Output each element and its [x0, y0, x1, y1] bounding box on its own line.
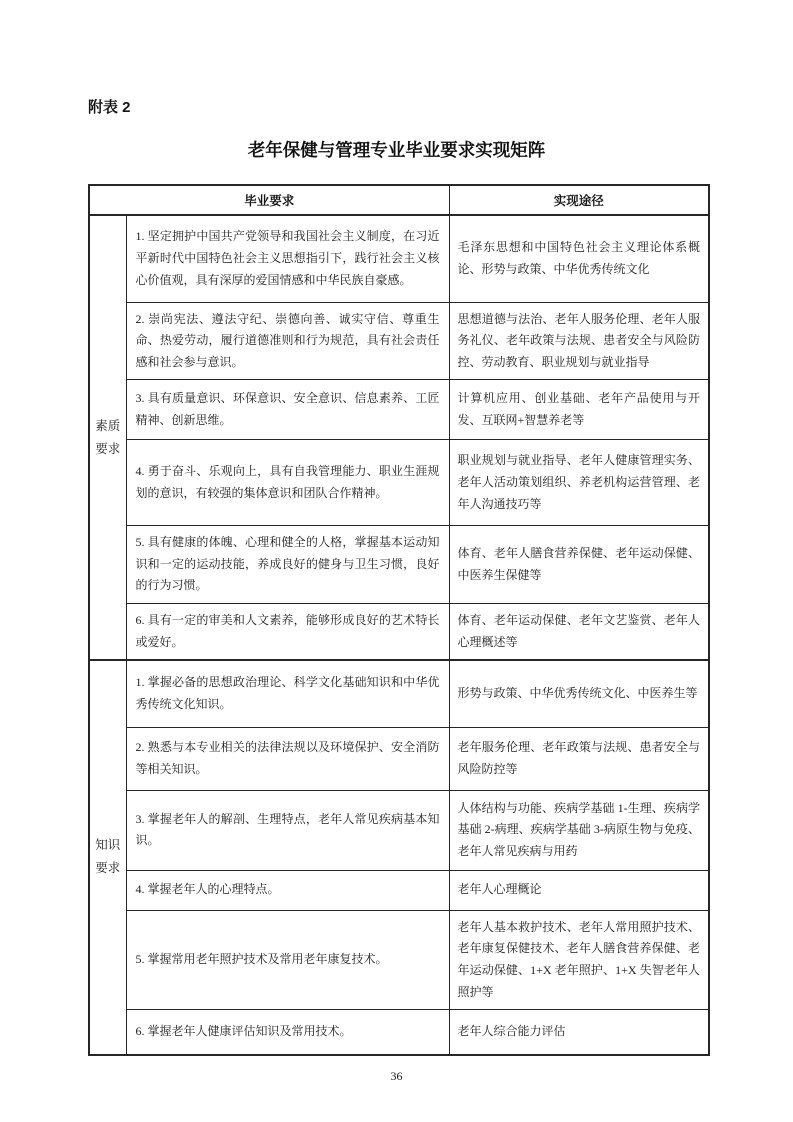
requirement-cell: 4. 勇于奋斗、乐观向上，具有自我管理能力、职业生涯规划的意识，有较强的集体意识和团队合作精神。 [126, 440, 449, 526]
category-cell-quality: 素质要求 [89, 215, 126, 660]
requirement-cell: 2. 熟悉与本专业相关的法律法规以及环境保护、安全消防等相关知识。 [126, 727, 449, 790]
table-row [89, 440, 709, 526]
path-cell: 体育、老年人膳食营养保健、老年运动保健、中医养生保健等 [449, 526, 709, 604]
appendix-label: 附表 2 [88, 99, 131, 116]
table-row [89, 660, 709, 727]
section-knowledge-requirements [89, 660, 709, 1054]
requirement-cell: 5. 掌握常用老年照护技术及常用老年康复技术。 [126, 910, 449, 1009]
table-row [89, 790, 709, 870]
requirement-cell: 3. 具有质量意识、环保意识、安全意识、信息素养、工匠精神、创新思维。 [126, 380, 449, 440]
path-cell: 思想道德与法治、老年人服务伦理、老年人服务礼仪、老年政策与法规、患者安全与风险防控、劳动教育、职业规划与就业指导 [449, 302, 709, 380]
path-cell: 老年人基本救护技术、老年人常用照护技术、老年康复保健技术、老年人膳食营养保健、老年运动保健、1+X 老年照护、1+X 失智老年人照护等 [449, 910, 709, 1009]
table-row [89, 910, 709, 1009]
path-cell: 职业规划与就业指导、老年人健康管理实务、老年人活动策划组织、养老机构运营管理、老年人沟通技巧等 [449, 440, 709, 526]
table-row [89, 302, 709, 380]
category-cell-knowledge: 知识要求 [89, 660, 126, 1054]
path-cell: 形势与政策、中华优秀传统文化、中医养生等 [449, 660, 709, 727]
requirement-cell: 6. 掌握老年人健康评估知识及常用技术。 [126, 1010, 449, 1055]
requirements-matrix-table [88, 184, 710, 1056]
table-row [89, 870, 709, 910]
table-row [89, 1010, 709, 1055]
table-row [89, 526, 709, 604]
section-quality-requirements [89, 215, 709, 660]
requirement-cell: 3. 掌握老年人的解剖、生理特点，老年人常见疾病基本知识。 [126, 790, 449, 870]
page-number: 36 [390, 1068, 403, 1083]
path-cell: 老年人心理概论 [449, 870, 709, 910]
path-cell: 人体结构与功能、疾病学基础 1-生理、疾病学基础 2-病理、疾病学基础 3-病原生物与免疫、老年人常见疾病与用药 [449, 790, 709, 870]
path-cell: 体育、老年运动保健、老年文艺鉴赏、老年人心理概述等 [449, 604, 709, 661]
path-cell: 老年人综合能力评估 [449, 1010, 709, 1055]
page-title: 老年保健与管理专业毕业要求实现矩阵 [247, 140, 546, 160]
table-row [89, 215, 709, 302]
table-row [89, 380, 709, 440]
table-row [89, 727, 709, 790]
table-header-row [89, 185, 709, 215]
requirement-cell: 1. 掌握必备的思想政治理论、科学文化基础知识和中华优秀传统文化知识。 [126, 660, 449, 727]
requirement-cell: 1. 坚定拥护中国共产党领导和我国社会主义制度，在习近平新时代中国特色社会主义思想指引下，践行社会主义核心价值观，具有深厚的爱国情感和中华民族自豪感。 [126, 215, 449, 302]
requirement-cell: 2. 崇尚宪法、遵法守纪、崇德向善、诚实守信、尊重生命、热爱劳动，履行道德准则和行为规范，具有社会责任感和社会参与意识。 [126, 302, 449, 380]
path-cell: 毛泽东思想和中国特色社会主义理论体系概论、形势与政策、中华优秀传统文化 [449, 215, 709, 302]
requirement-cell: 5. 具有健康的体魄、心理和健全的人格，掌握基本运动知识和一定的运动技能，养成良好的健身与卫生习惯，良好的行为习惯。 [126, 526, 449, 604]
path-cell: 计算机应用、创业基础、老年产品使用与开发、互联网+智慧养老等 [449, 380, 709, 440]
header-implementation-path: 实现途径 [449, 185, 709, 215]
requirement-cell: 6. 具有一定的审美和人文素养，能够形成良好的艺术特长或爱好。 [126, 604, 449, 661]
table-row [89, 604, 709, 661]
path-cell: 老年服务伦理、老年政策与法规、患者安全与风险防控等 [449, 727, 709, 790]
requirement-cell: 4. 掌握老年人的心理特点。 [126, 870, 449, 910]
header-graduation-requirements: 毕业要求 [89, 185, 449, 215]
